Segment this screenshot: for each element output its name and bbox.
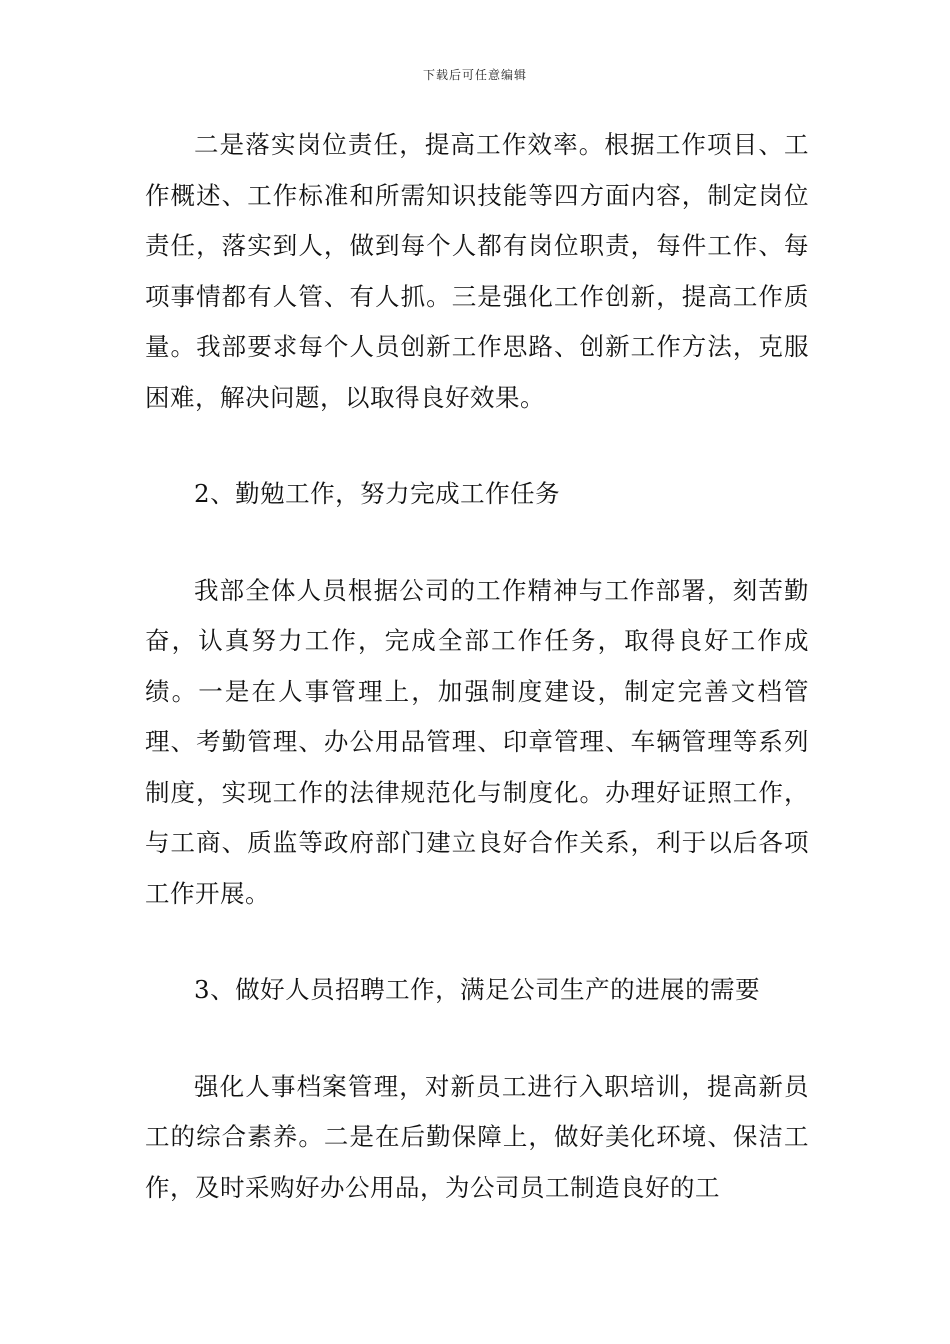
paragraph-spacer bbox=[145, 919, 809, 965]
section-heading-2: 2、勤勉工作，努力完成工作任务 bbox=[194, 479, 561, 508]
paragraph-1: 二是落实岗位责任，提高工作效率。根据工作项目、工作概述、工作标准和所需知识技能等四方面内容，制定岗位责任，落实到人，做到每个人都有岗位职责，每件工作、每项事情都有人管、有人抓。三是强化工作创新，提高工作质量。我部要求每个人员创新工作思路、创新工作方法，克服困难，解决问题，以取得良好效果。 bbox=[145, 130, 809, 412]
paragraph-3: 强化人事档案管理，对新员工进行入职培训，提高新员工的综合素养。二是在后勤保障上，做好美化环境、保洁工作，及时采购好办公用品，为公司员工制造良好的工 bbox=[145, 1071, 809, 1202]
paragraph-spacer bbox=[145, 423, 809, 469]
header-note: 下载后可任意编辑 bbox=[422, 68, 527, 82]
paragraph-2: 我部全体人员根据公司的工作精神与工作部署，刻苦勤奋，认真努力工作，完成全部工作任务，取得良好工作成绩。一是在人事管理上，加强制度建设，制定完善文档管理、考勤管理、办公用品管理、印章管理、车辆管理等系列制度，实现工作的法律规范化与制度化。办理好证照工作，与工商、质监等政府部门建立良好合作关系，利于以后各项工作开展。 bbox=[145, 575, 809, 908]
paragraph-spacer bbox=[145, 1016, 809, 1062]
document-body bbox=[145, 120, 809, 1213]
paragraph-spacer bbox=[145, 520, 809, 566]
section-heading-3: 3、做好人员招聘工作，满足公司生产的进展的需要 bbox=[194, 975, 761, 1004]
